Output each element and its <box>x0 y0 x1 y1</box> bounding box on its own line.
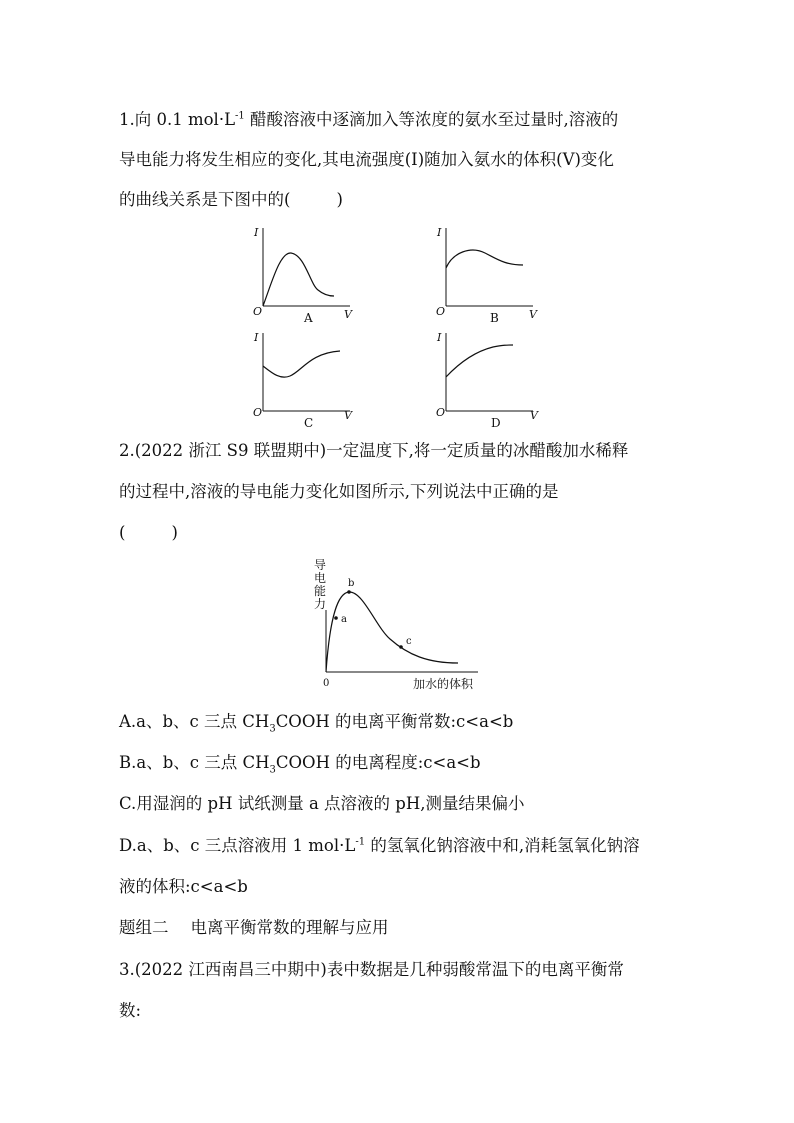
q1-line-2: 导电能力将发生相应的变化,其电流强度(I)随加入氨水的体积(V)变化 <box>119 150 614 169</box>
curve-D <box>446 345 513 377</box>
origin-label: O <box>253 406 263 419</box>
graph-label: C <box>304 416 314 430</box>
q2-option-B: B.a、b、c 三点 $CH_3COOH$ 的电离程度:c<a<b <box>119 753 481 776</box>
q2-line-3: ( ) <box>119 523 178 542</box>
x-label: V <box>344 308 352 321</box>
point-b-label: b <box>348 578 355 589</box>
y-label: I <box>437 226 442 239</box>
section-title: 电离平衡常数的理解与应用 <box>190 918 389 937</box>
x-label: V <box>530 409 538 422</box>
x-label: V <box>529 308 537 321</box>
q2-option-D-line-2: 液的体积:c<a<b <box>119 877 248 896</box>
section-label: 题组二 <box>119 918 169 937</box>
curve-B <box>446 250 523 268</box>
q3-line-2: 数: <box>119 1001 142 1020</box>
y-label-char-2: 电 <box>314 571 327 585</box>
graph-label: A <box>304 311 313 325</box>
q1-line-3: 的曲线关系是下图中的( ) <box>119 190 343 209</box>
curve-C <box>263 351 340 377</box>
graph-label: B <box>490 311 499 325</box>
conductivity-curve <box>326 592 458 672</box>
graph-D <box>433 327 543 432</box>
origin-label: O <box>436 305 446 318</box>
y-label: I <box>254 226 259 239</box>
q2-line-1: 2.(2022 浙江 S9 联盟期中)一定温度下,将一定质量的冰醋酸加水稀释 <box>119 441 629 460</box>
graph-label: D <box>491 416 501 430</box>
section-heading <box>119 918 389 938</box>
point-b <box>347 590 351 594</box>
q3-line-1: 3.(2022 江西南昌三中期中)表中数据是几种弱酸常温下的电离平衡常 <box>119 960 624 979</box>
y-label-char-4: 力 <box>314 597 327 611</box>
q2-option-C: C.用湿润的 pH 试纸测量 a 点溶液的 pH,测量结果偏小 <box>119 794 525 813</box>
graph-A <box>250 222 360 327</box>
y-label-char-1: 导 <box>314 558 327 572</box>
graph-B <box>433 222 543 327</box>
x-label: 加水的体积 <box>413 677 474 691</box>
y-label: I <box>437 331 442 344</box>
y-label: I <box>254 331 259 344</box>
q1-line-1: 1.向 0.1 $mol\cdot L^{-1}$ 醋酸溶液中逐滴加入等浓度的氨水至过量时,溶液的 <box>119 110 619 129</box>
curve-A <box>263 253 334 306</box>
origin-label: O <box>253 305 263 318</box>
q2-option-A: A.a、b、c 三点 $CH_3COOH$ 的电离平衡常数:c<a<b <box>119 712 514 735</box>
origin-label: 0 <box>323 678 330 689</box>
graph-q2 <box>308 555 498 695</box>
origin-label: O <box>436 406 446 419</box>
q2-option-D: D.a、b、c 三点溶液用 1 $mol\cdot L^{-1}$ 的氢氧化钠溶液中和,消耗氢氧化钠溶 <box>119 836 640 855</box>
graph-C <box>250 327 360 432</box>
point-a <box>334 616 338 620</box>
y-label-char-3: 能 <box>314 584 327 598</box>
x-label: V <box>344 409 352 422</box>
point-c-label: c <box>406 636 412 647</box>
point-c <box>399 645 403 649</box>
point-a-label: a <box>341 614 347 625</box>
q2-line-2: 的过程中,溶液的导电能力变化如图所示,下列说法中正确的是 <box>119 482 559 501</box>
